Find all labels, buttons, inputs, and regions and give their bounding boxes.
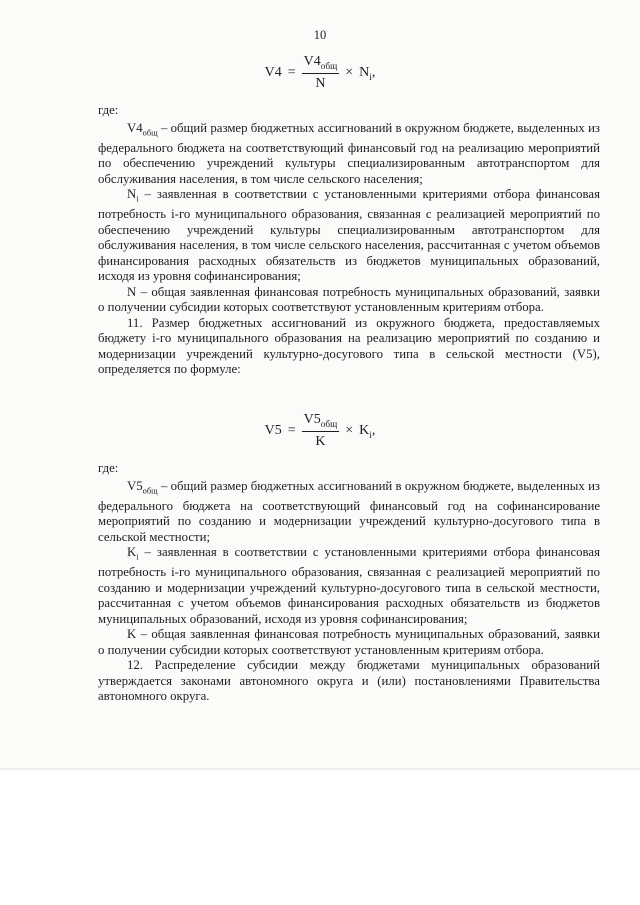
definition-v4-total: $V4_{общ}$ – общий размер бюджетных ассигнований в окружном бюджете, выделенных из федерального бюджета на соответствующий финансовый год на реализацию мероприятий по обеспечению учреждений культуры специализированным автотранспортом для обслуживания населения, в том числе сельского населения; [98,120,600,186]
formula-fraction [302,412,340,450]
formula-equals: = [287,64,296,80]
page-edge [0,768,640,771]
text-block-2 [98,461,600,705]
fraction-denominator: K [315,433,326,449]
where-label: где: [98,103,119,117]
page-number: 10 [313,28,327,42]
definition-v5-total: $V5_{общ}$ – общий размер бюджетных ассигнований в окружном бюджете, выделенных из федерального бюджета на соответствующий финансовый год на софинансирование мероприятий по созданию и модернизации учреждений культурно-досугового типа в сельской местности; [98,478,600,544]
formula-lhs: V4 [264,64,282,80]
formula-v4 [0,54,640,92]
paragraph-11: 11. Размер бюджетных ассигнований из окружного бюджета, предоставляемых бюджету i-го муниципального образования на реализацию мероприятий по созданию и модернизации учреждений культурно-досугового типа в сельской местности (V5), определяется по формуле: [98,315,600,377]
formula-fraction [302,54,340,92]
fraction-numerator: $V5_{общ}$ [302,412,340,432]
definition-ni: $N_i$ – заявленная в соответствии с установленными критериями отбора финансовая потребность i-го муниципального образования, связанная с реализацией мероприятий по обеспечению учреждений культуры специализированным автотранспортом для обслуживания населения, в том числе сельского населения, рассчитанная с учетом объемов финансирования расходных обязательств из бюджетов муниципальных образований, исходя из уровня софинансирования; [98,187,600,284]
formula-factor: $N_i$, [359,64,376,82]
paragraph-12: 12. Распределение субсидии между бюджетами муниципальных образований утверждается законами автономного округа и (или) постановлениями Правительства автономного округа. [98,658,600,704]
formula-times: × [345,64,354,80]
definition-k: K – общая заявленная финансовая потребность муниципальных образований, заявки о получении субсидии которых соответствуют установленным критериям отбора. [98,627,600,657]
definition-n: N – общая заявленная финансовая потребность муниципальных образований, заявки о получении субсидии которых соответствуют установленным критериям отбора. [98,284,600,315]
definition-ki: $K_i$ – заявленная в соответствии с установленными критериями отбора финансовая потребность i-го муниципального образования, связанная с реализацией мероприятий по созданию и модернизации учреждений культурно-досугового типа в сельской местности, рассчитанная с учетом объемов финансирования расходных обязательств из бюджетов муниципальных образований, исходя из уровня софинансирования; [98,545,600,626]
formula-times: × [345,422,354,438]
formula-lhs: V5 [264,422,282,438]
fraction-denominator: N [315,75,326,91]
formula-factor: $K_i$, [359,422,376,440]
formula-equals: = [287,422,296,438]
formula-v5 [0,412,640,450]
where-label: где: [98,461,119,475]
text-block-1 [98,103,600,378]
fraction-numerator: $V4_{общ}$ [302,54,340,74]
